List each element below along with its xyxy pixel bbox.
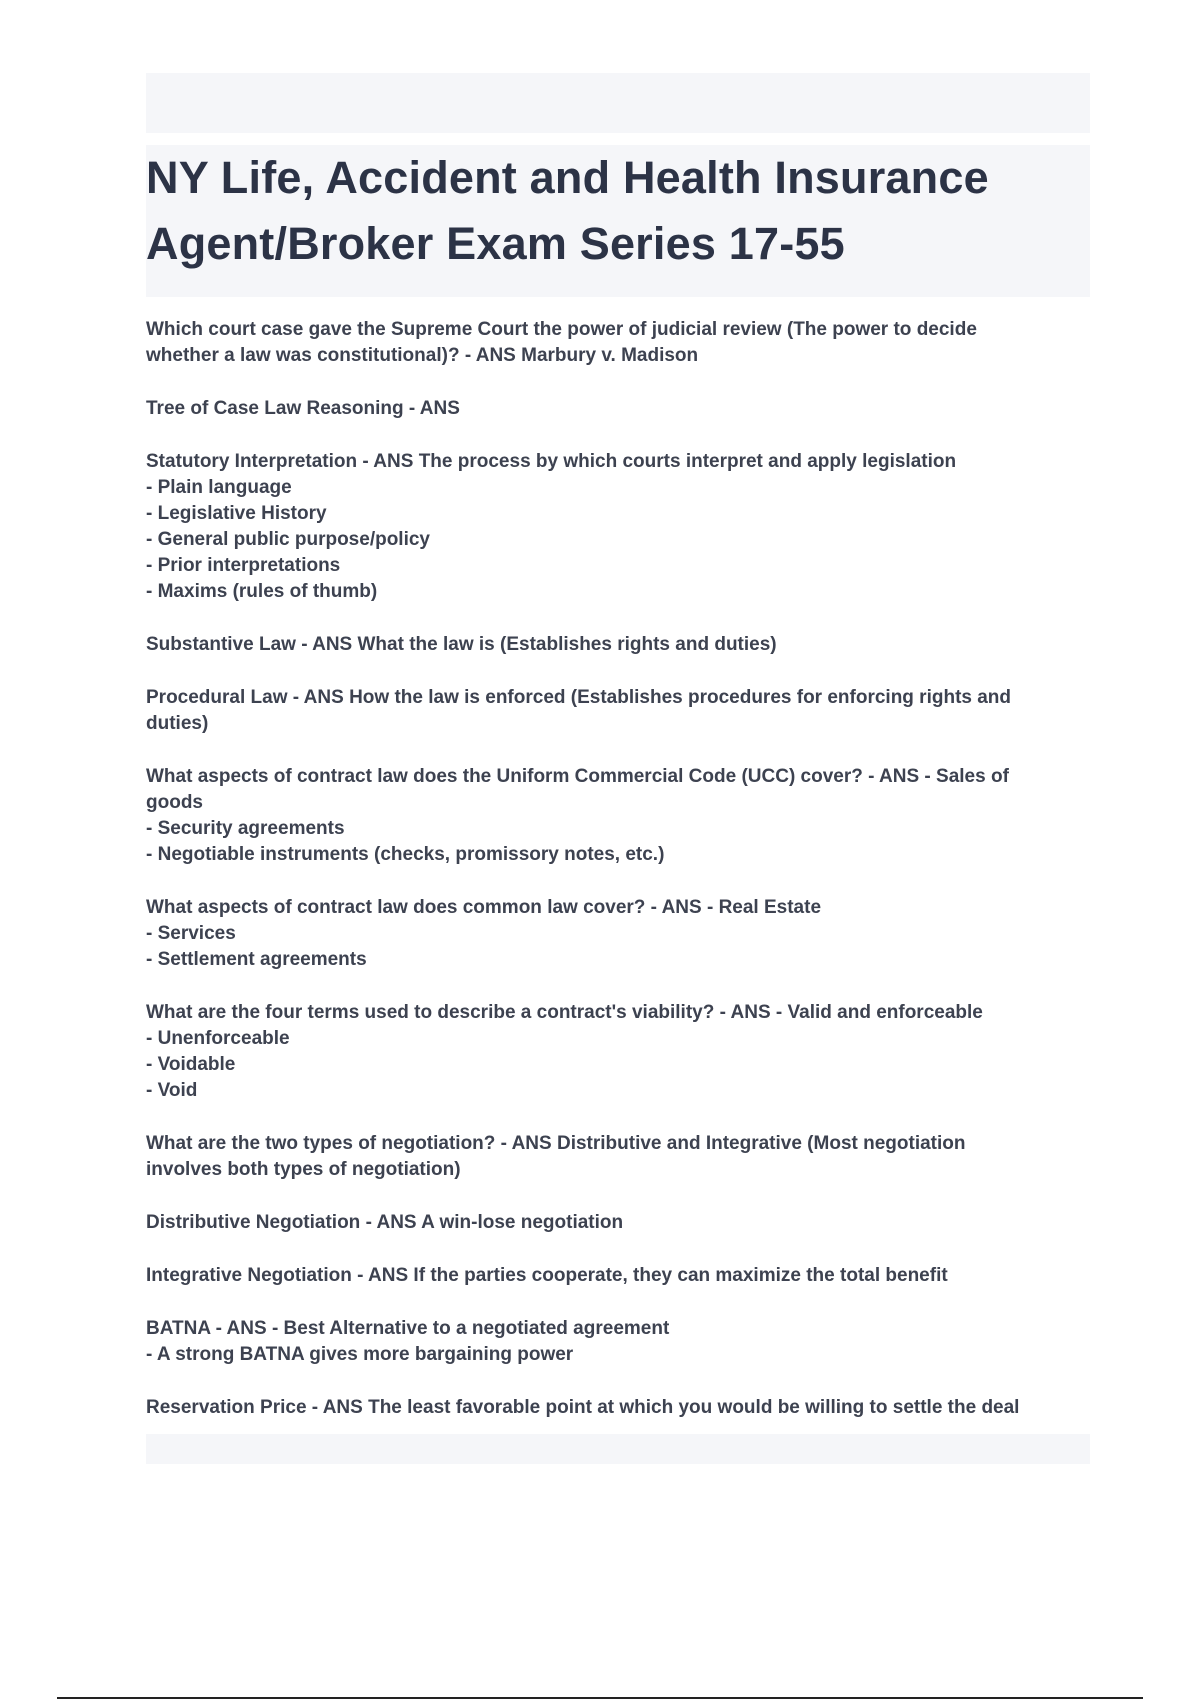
qa-line: BATNA - ANS - Best Alternative to a negotiated agreement (146, 1318, 670, 1339)
document-title (146, 145, 1090, 277)
document-title-line-2: Agent/Broker Exam Series 17-55 (146, 218, 845, 269)
qa-line: - Voidable (146, 1054, 236, 1075)
qa-item (146, 317, 1090, 369)
qa-line: Reservation Price - ANS The least favorable point at which you would be willing to settle the deal (146, 1397, 1020, 1418)
qa-line: involves both types of negotiation) (146, 1159, 461, 1180)
footer-divider (57, 1697, 1143, 1699)
qa-item (146, 1395, 1090, 1421)
qa-line: - General public purpose/policy (146, 529, 430, 550)
qa-item (146, 449, 1090, 605)
qa-line: Procedural Law - ANS How the law is enforced (Establishes procedures for enforcing rights and (146, 687, 1012, 708)
qa-line: - Prior interpretations (146, 555, 341, 576)
document-page (146, 73, 1090, 1464)
qa-line: Statutory Interpretation - ANS The process by which courts interpret and apply legislation (146, 451, 957, 472)
qa-line: What are the four terms used to describe a contract's viability? - ANS - Valid and enforceable (146, 1002, 983, 1023)
qa-item (146, 1131, 1090, 1183)
qa-line: - Security agreements (146, 818, 345, 839)
qa-item (146, 1000, 1090, 1104)
qa-line: - Void (146, 1080, 198, 1101)
qa-line: Distributive Negotiation - ANS A win-lose negotiation (146, 1212, 624, 1233)
qa-line: goods (146, 792, 203, 813)
qa-line: What are the two types of negotiation? - ANS Distributive and Integrative (Most negotiation (146, 1133, 966, 1154)
header-band (146, 73, 1090, 133)
qa-item (146, 764, 1090, 868)
qa-line: - Services (146, 923, 236, 944)
footer-band (146, 1434, 1090, 1464)
title-band (146, 145, 1090, 297)
qa-line: - Plain language (146, 477, 292, 498)
qa-line: Substantive Law - ANS What the law is (Establishes rights and duties) (146, 634, 777, 655)
qa-item (146, 632, 1090, 658)
qa-item (146, 1263, 1090, 1289)
qa-line: Tree of Case Law Reasoning - ANS (146, 398, 460, 419)
qa-line: whether a law was constitutional)? - ANS Marbury v. Madison (146, 345, 699, 366)
qa-line: Which court case gave the Supreme Court the power of judicial review (The power to decide (146, 319, 977, 340)
qa-line: - Unenforceable (146, 1028, 290, 1049)
qa-item (146, 1316, 1090, 1368)
qa-line: What aspects of contract law does common law cover? - ANS - Real Estate (146, 897, 822, 918)
qa-line: - Settlement agreements (146, 949, 367, 970)
qa-item (146, 895, 1090, 973)
qa-line: - Maxims (rules of thumb) (146, 581, 378, 602)
qa-line: What aspects of contract law does the Uniform Commercial Code (UCC) cover? - ANS - Sales of (146, 766, 1009, 787)
qa-line: - Negotiable instruments (checks, promissory notes, etc.) (146, 844, 665, 865)
qa-line: - Legislative History (146, 503, 327, 524)
qa-list (146, 317, 1090, 1421)
qa-line: - A strong BATNA gives more bargaining power (146, 1344, 574, 1365)
qa-item (146, 396, 1090, 422)
qa-item (146, 1210, 1090, 1236)
qa-line: Integrative Negotiation - ANS If the parties cooperate, they can maximize the total benefit (146, 1265, 948, 1286)
qa-line: duties) (146, 713, 209, 734)
qa-item (146, 685, 1090, 737)
document-title-line-1: NY Life, Accident and Health Insurance (146, 152, 989, 203)
